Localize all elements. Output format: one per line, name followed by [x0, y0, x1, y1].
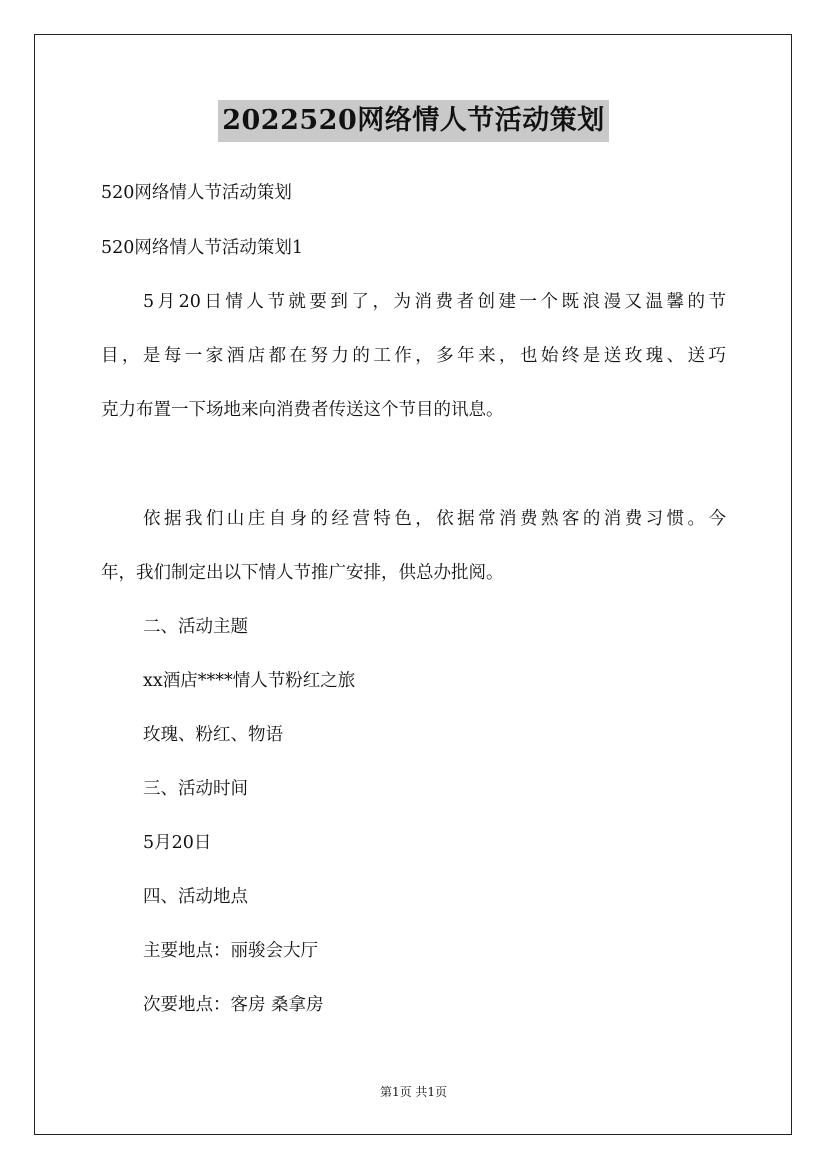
secondary-location: 次要地点：客房 桑拿房 — [143, 995, 324, 1015]
theme-heading: 二、活动主题 — [143, 617, 248, 637]
time-value: 5月20日 — [143, 833, 212, 853]
page-footer: 第1页 共1页 — [379, 1085, 448, 1099]
time-heading: 三、活动时间 — [143, 779, 248, 799]
main-location: 主要地点：丽骏会大厅 — [143, 941, 318, 961]
location-heading: 四、活动地点 — [143, 887, 248, 907]
paragraph1-line1: 5月20日情人节就要到了，为消费者创建一个既浪漫又温馨的节 — [143, 292, 726, 312]
paragraph1-line3: 克力布置一下场地来向消费者传送这个节目的讯息。 — [101, 400, 504, 420]
paragraph1-line2: 目，是每一家酒店都在努力的工作，多年来，也始终是送玫瑰、送巧 — [101, 346, 726, 366]
document-subtitle: 520网络情人节活动策划 — [101, 183, 292, 203]
paragraph2-line1: 依据我们山庄自身的经营特色，依据常消费熟客的消费习惯。今 — [143, 509, 726, 529]
section-heading: 520网络情人节活动策划1 — [101, 238, 304, 258]
document-title: 2022520网络情人节活动策划 — [218, 100, 609, 142]
theme-keywords: 玫瑰、粉红、物语 — [143, 725, 283, 745]
theme-name: xx酒店****情人节粉红之旅 — [143, 671, 356, 691]
paragraph2-line2: 年，我们制定出以下情人节推广安排，供总办批阅。 — [101, 563, 504, 583]
title-container — [0, 100, 827, 142]
